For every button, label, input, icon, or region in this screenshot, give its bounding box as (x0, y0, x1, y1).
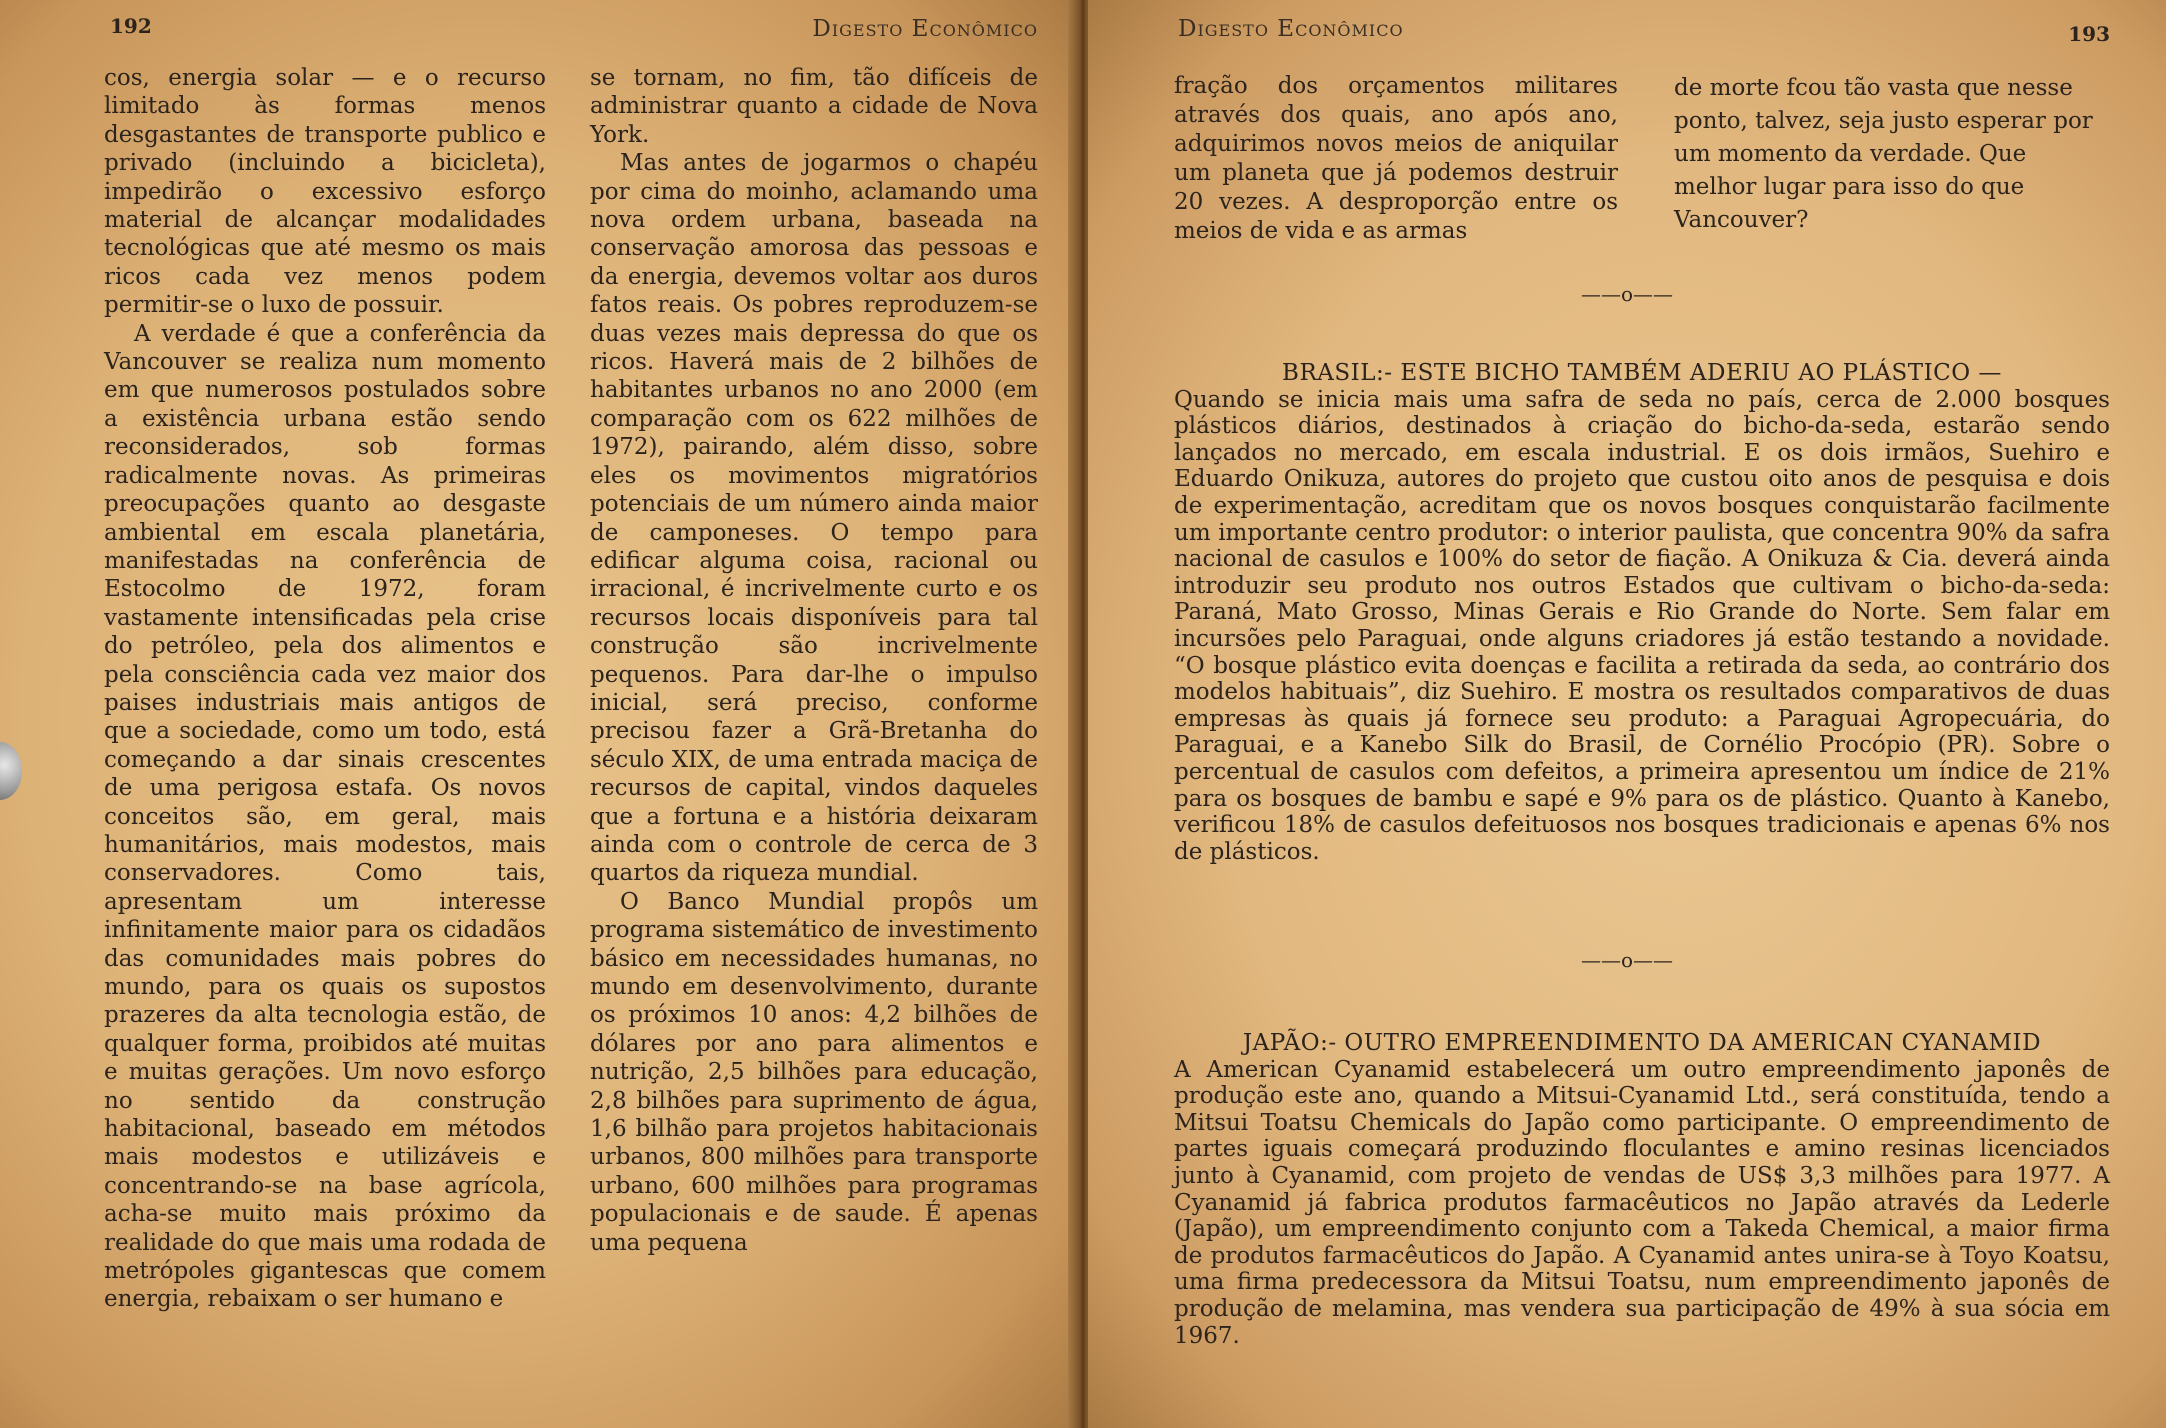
paragraph: A verdade é que a conferência da Vancouver se realiza num momento em que numerosos postulados sobre a existência urbana estão sendo reconsiderados, sob formas radicalmente novas. As primeiras preocupações quanto ao desgaste ambiental em escala planetária, manifestadas na conferência de Estocolmo de 1972, foram vastamente intensificadas pela crise do petróleo, pela dos alimentos e pela consciência cada vez maior dos paises industriais mais antigos de que a sociedade, como um todo, está começando a dar sinais crescentes de uma perigosa estafa. Os novos conceitos são, em geral, mais humanitários, mais modestos, mais conservadores. Como tais, apresentam um interesse infinitamente maior para os cidadãos das comunidades mais pobres do mundo, para os quais os supostos prazeres da alta tecnologia estão, de qualquer forma, proibidos até muitas e muitas gerações. Um novo esforço no sentido da construção habitacional, baseado em métodos mais modestos e utilizáveis e concentrando-se na base agrícola, acha-se muito mais próximo da realidade do que mais uma rodada de metrópoles gigantescas que comem energia, rebaixam o ser humano e (104, 320, 546, 1313)
running-head: Digesto Econômico (1178, 16, 1404, 42)
right-page (1088, 0, 2166, 1428)
text-column (104, 64, 546, 1314)
text-column (590, 64, 1038, 1257)
paragraph: de morte fcou tão vasta que nesse ponto, talvez, seja justo esperar por um momento da verdade. Que melhor lugar para isso do que Vancouver? (1674, 75, 2093, 233)
text-column (1174, 72, 1618, 246)
text-column (1674, 72, 2108, 237)
left-page (0, 0, 1078, 1428)
news-item (1174, 360, 2110, 865)
page-number: 192 (110, 14, 152, 38)
news-item (1174, 1030, 2110, 1349)
news-body: Quando se inicia mais uma safra de seda no país, cerca de 2.000 bosques plásticos diários, destinados à criação do bicho-da-seda, estarão sendo lançados no mercado, em escala industrial. E os dois irmãos, Suehiro e Eduardo Onikuza, autores do projeto que custou oito anos de pesquisa e dois de experimentação, acreditam que os novos bosques conquistarão facilmente um importante centro produtor: o interior paulista, que concentra 90% da safra nacional de casulos e 100% do setor de fiação. A Onikuza & Cia. deverá ainda introduzir seu produto nos outros Estados que cultivam o bicho-da-seda: Paraná, Mato Grosso, Minas Gerais e Rio Grande do Norte. Sem falar em incursões pelo Paraguai, onde alguns criadores já estão testando a novidade. “O bosque plástico evita doenças e facilita a retirada da seda, ao contrário dos modelos habituais”, diz Suehiro. E mostra os resultados comparativos de duas empresas às quais já fornece seu produto: a Paraguai Agropecuária, do Paraguai, e a Kanebo Silk do Brasil, de Cornélio Procópio (PR). Sobre o percentual de casulos com defeitos, a primeira apresentou um índice de 21% para os bosques de bambu e sapé e 9% para os de plástico. Quanto à Kanebo, verificou 18% de casulos defeituosos nos bosques tradicionais e apenas 6% nos de plásticos. (1174, 386, 2110, 865)
paragraph: se tornam, no fim, tão difíceis de administrar quanto a cidade de Nova York. (590, 65, 1038, 148)
binder-clip (0, 742, 22, 800)
paragraph: cos, energia solar — e o recurso limitado às formas menos desgastantes de transporte publico e privado (incluindo a bicicleta), impedirão o excessivo esforço material de alcançar modalidades tecnológicas que até mesmo os mais ricos cada vez menos podem permitir-se o luxo de possuir. (104, 65, 546, 319)
news-heading: BRASIL:- ESTE BICHO TAMBÉM ADERIU AO PLÁSTICO — (1282, 360, 2002, 386)
section-separator: ——o—— (1580, 282, 1674, 306)
section-separator: ——o—— (1580, 948, 1674, 972)
news-body: A American Cyanamid estabelecerá um outro empreendimento japonês de produção este ano, quando a Mitsui-Cyanamid Ltd., será constituída, tendo a Mitsui Toatsu Chemicals do Japão como participante. O empreendimento de partes iguais começará produzindo floculantes e amino resinas licenciados junto à Cyanamid, com projeto de vendas de US$ 3,3 milhões para 1977. A Cyanamid já fabrica produtos farmacêuticos no Japão através da Lederle (Japão), um empreendimento conjunto com a Takeda Chemical, a maior firma de produtos farmacêuticos do Japão. A Cyanamid antes unira-se à Toyo Koatsu, uma firma predecessora da Mitsui Toatsu, num empreendimento japonês de produção de melamina, mas vendera sua participação de 49% à sua sócia em 1967. (1174, 1056, 2110, 1349)
paragraph: Mas antes de jogarmos o chapéu por cima do moinho, aclamando uma nova ordem urbana, baseada na conservação amorosa das pessoas e da energia, devemos voltar aos duros fatos reais. Os pobres reproduzem-se duas vezes mais depressa do que os ricos. Haverá mais de 2 bilhões de habitantes urbanos no ano 2000 (em comparação com os 622 milhões de 1972), pairando, além disso, sobre eles os movimentos migratórios potenciais de um número ainda maior de camponeses. O tempo para edificar alguma coisa, racional ou irracional, é incrivelmente curto e os recursos locais disponíveis para tal construção são incrivelmente pequenos. Para dar-lhe o impulso inicial, será preciso, conforme precisou fazer a Grã-Bretanha do século XIX, de uma entrada maciça de recursos de capital, vindos daqueles que a fortuna e a história deixaram ainda com o controle de cerca de 3 quartos da riqueza mundial. (590, 150, 1038, 887)
running-head: Digesto Econômico (812, 16, 1038, 42)
paragraph: O Banco Mundial propôs um programa sistemático de investimento básico em necessidades humanas, no mundo em desenvolvimento, durante os próximos 10 anos: 4,2 bilhões de dólares por ano para alimentos e nutrição, 2,5 bilhões para educação, 2,8 bilhões para suprimento de água, 1,6 bilhão para projetos habitacionais urbanos, 800 milhões para transporte urbano, 600 milhões para programas populacionais e de saude. É apenas uma pequena (590, 888, 1038, 1256)
news-heading: JAPÃO:- OUTRO EMPREENDIMENTO DA AMERICAN CYANAMID (1242, 1030, 2042, 1056)
paragraph: fração dos orçamentos militares através dos quais, ano após ano, adquirimos novos meios de aniquilar um planeta que já podemos destruir 20 vezes. A desproporção entre os meios de vida e as armas (1174, 73, 1618, 244)
page-number: 193 (2068, 22, 2110, 46)
